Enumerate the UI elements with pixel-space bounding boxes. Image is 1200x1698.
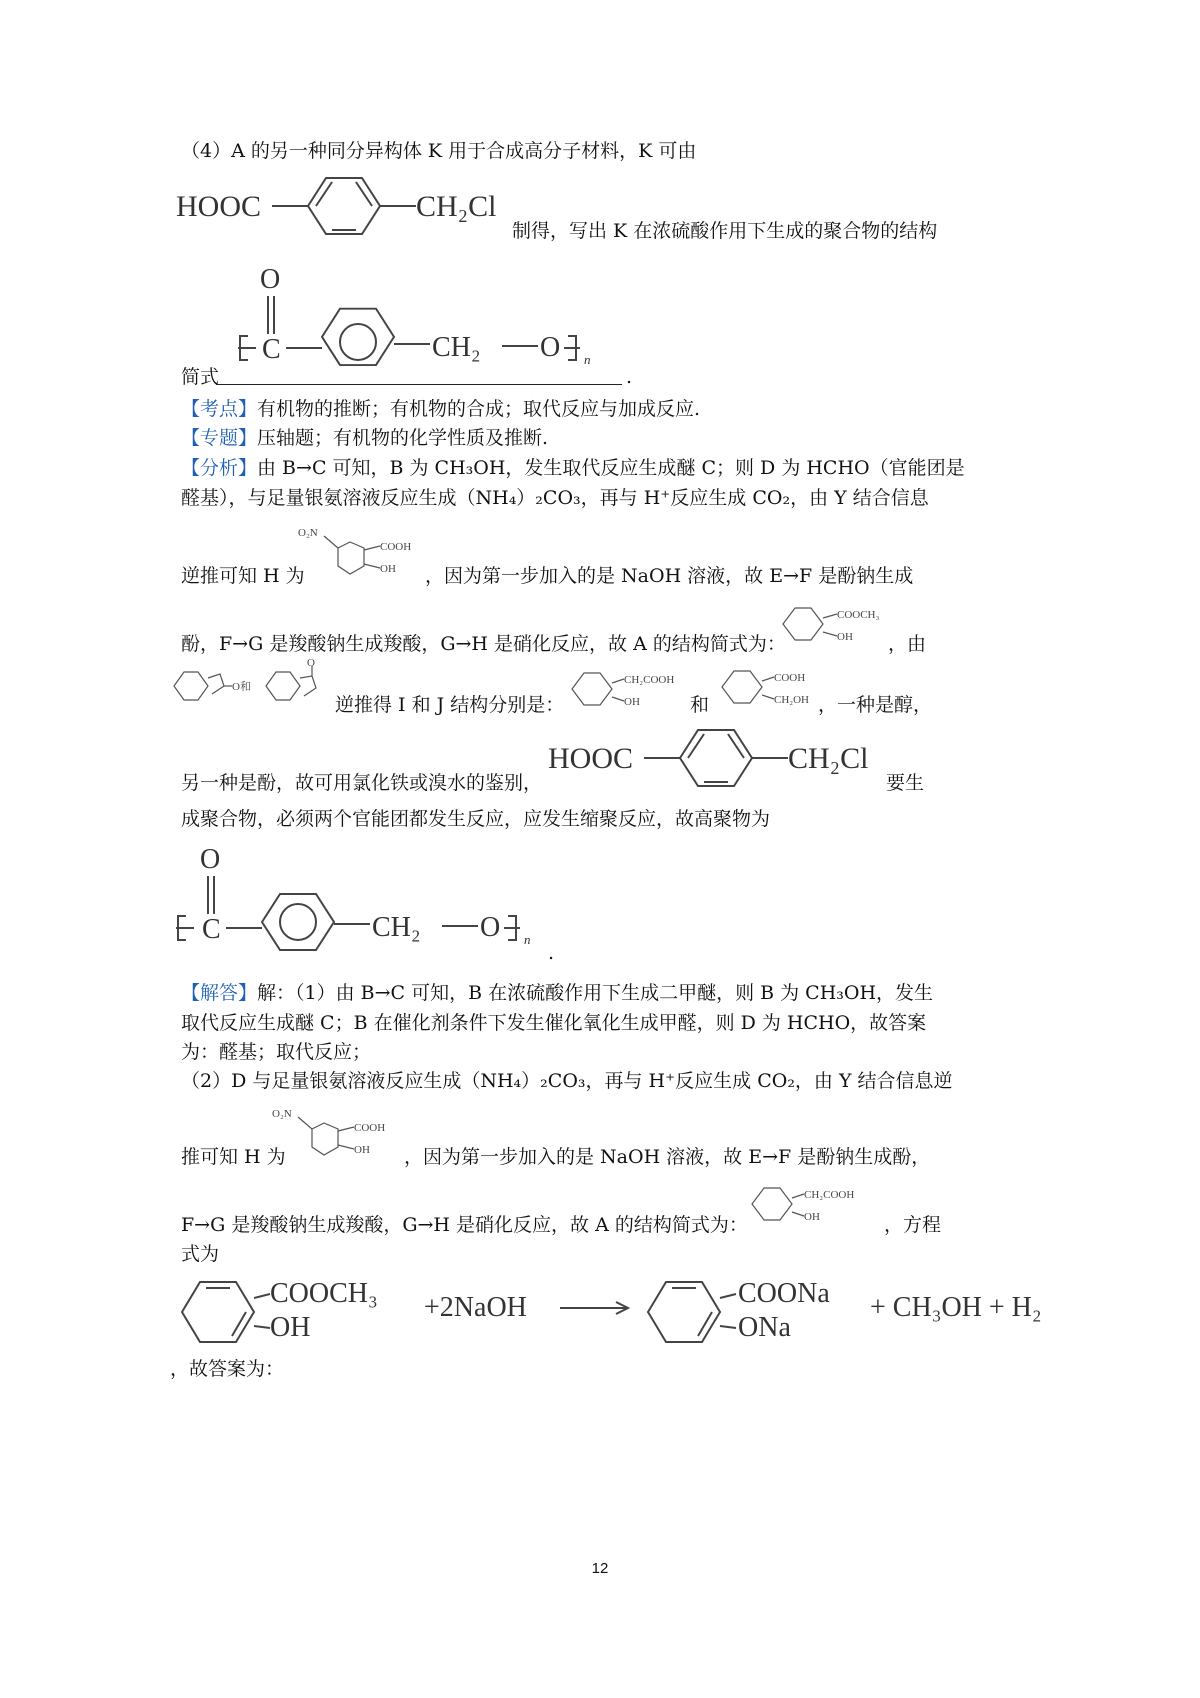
- i-structure-hydroxyphenylacetic: [566, 665, 696, 715]
- jieda-line6b: ，方程: [884, 1214, 942, 1236]
- fenxi-line5a: 逆推得 I 和 J 结构分别是：: [335, 694, 565, 716]
- hooc-label: HOOC: [176, 190, 262, 223]
- answer-blank: [216, 384, 622, 385]
- o-and-label: O和: [232, 681, 251, 693]
- cooch3-small-label: COOCH₃: [837, 609, 880, 621]
- reaction-equation: [176, 1272, 1106, 1352]
- eq-products: + CH₃OH + H₂: [870, 1292, 1042, 1323]
- carbonyl-o-label: O: [260, 264, 281, 295]
- q4-line1: （4）A 的另一种同分异构体 K 用于合成高分子材料，K 可由: [181, 140, 697, 162]
- no2-label: O₂N: [298, 527, 318, 539]
- hooc-benzyl-chloride-structure-1: [176, 172, 516, 242]
- oh-label-a: OH: [837, 631, 853, 643]
- ch2cooh-label: CH₂COOH: [624, 674, 675, 686]
- n-subscript-2: n: [524, 932, 531, 947]
- o-label-2: O: [480, 912, 501, 943]
- fenxi-tag: 【分析】: [181, 457, 258, 479]
- a-structure-answer: [746, 1180, 876, 1232]
- fenxi-line4b: ，由: [888, 633, 927, 655]
- no2-label-2: O₂N: [272, 1108, 292, 1120]
- hooc-benzyl-chloride-structure-2: [548, 726, 888, 796]
- polymer-structure-analysis: [172, 842, 572, 952]
- jieda-line8: ，故答案为：: [170, 1358, 285, 1380]
- ch2-label: CH₂: [432, 332, 481, 363]
- fenxi-line3a: 逆推可知 H 为: [181, 565, 305, 587]
- cooh-label: COOH: [380, 541, 412, 553]
- oh-label: OH: [380, 563, 396, 575]
- jieda-line1: [181, 980, 933, 1006]
- zhuanti-line: [181, 425, 548, 451]
- fenxi-line1: [181, 455, 965, 481]
- oh-label-2: OH: [354, 1144, 370, 1156]
- page-number: 12: [591, 1560, 609, 1577]
- fenxi-text-1: 由 B→C 可知，B 为 CH₃OH，发生取代反应生成醚 C；则 D 为 HCHO（官能团是: [257, 457, 965, 479]
- fenxi-line2: 醛基），与足量银氨溶液反应生成（NH₄）₂CO₃，再与 H⁺反应生成 CO₂，由 Y 结合信息: [181, 487, 929, 509]
- q4-line3-head: 简式: [181, 366, 220, 388]
- oh-label-3: OH: [804, 1211, 820, 1223]
- jieda-tag: 【解答】: [181, 982, 258, 1004]
- eq-oh-label: OH: [270, 1312, 311, 1343]
- fenxi-line5c: ，一种是醇，: [818, 694, 933, 716]
- h-nitro-salicylic-structure-2: [272, 1103, 402, 1169]
- kaodian-text: 有机物的推断；有机物的合成；取代反应与加成反应.: [257, 398, 701, 420]
- ch2cl-label: CH₂Cl: [416, 190, 497, 223]
- eq-plus-naoh: +2NaOH: [424, 1292, 527, 1323]
- kaodian-line: [181, 396, 700, 422]
- cooh-label-2: COOH: [354, 1122, 386, 1134]
- n-subscript: n: [584, 352, 591, 367]
- q4-line2-tail: 制得，写出 K 在浓硫酸作用下生成的聚合物的结构: [512, 220, 938, 242]
- a-methyl-salicylate-structure: [777, 600, 887, 652]
- o-label-phthalide: O: [307, 657, 315, 669]
- zhuanti-tag: 【专题】: [181, 427, 258, 449]
- jieda-line6a: F→G 是羧酸钠生成羧酸，G→H 是硝化反应，故 A 的结构简式为：: [181, 1214, 748, 1236]
- polymer-structure-answer: [234, 262, 634, 372]
- ch2cl-label-2: CH₂Cl: [788, 742, 869, 775]
- jieda-line5b: ，因为第一步加入的是 NaOH 溶液，故 E→F 是酚钠生成酚，: [404, 1146, 931, 1168]
- eq-ona-label: ONa: [738, 1312, 791, 1343]
- benzofuranone-phthalide-structures: [170, 657, 330, 710]
- ch2-label-2: CH₂: [372, 912, 421, 943]
- jieda-line4: （2）D 与足量银氨溶液反应生成（NH₄）₂CO₃，再与 H⁺反应生成 CO₂，由 Y 结合信息逆: [181, 1070, 953, 1092]
- j-structure-hydroxymethylbenzoic: [716, 663, 826, 713]
- fenxi-line6b: 要生: [886, 772, 925, 794]
- zhuanti-text: 压轴题；有机物的化学性质及推断.: [257, 427, 549, 449]
- q4-line3-tail: .: [626, 366, 633, 388]
- carbonyl-o-label-2: O: [200, 844, 221, 875]
- fenxi-line5b: 和: [690, 694, 710, 716]
- carbon-label-2: C: [202, 914, 221, 945]
- fenxi-line8: .: [548, 942, 555, 964]
- hooc-label-2: HOOC: [548, 742, 634, 775]
- ch2cooh-label-2: CH₂COOH: [804, 1189, 855, 1201]
- jieda-text-1: 解：（1）由 B→C 可知，B 在浓硫酸作用下生成二甲醚，则 B 为 CH₃OH，发生: [257, 982, 934, 1004]
- fenxi-line6a: 另一种是酚，故可用氯化铁或溴水的鉴别，: [181, 772, 543, 794]
- carbon-label: C: [262, 334, 281, 365]
- jieda-line2: 取代反应生成醚 C；B 在催化剂条件下发生催化氧化生成甲醛，则 D 为 HCHO，故答案: [181, 1012, 927, 1034]
- fenxi-line3b: ，因为第一步加入的是 NaOH 溶液，故 E→F 是酚钠生成: [425, 565, 914, 587]
- o-label: O: [540, 332, 561, 363]
- jieda-line5a: 推可知 H 为: [181, 1146, 286, 1168]
- cooh-label-j: COOH: [774, 672, 806, 684]
- ch2oh-label: CH₂OH: [774, 694, 810, 706]
- h-nitro-salicylic-structure-1: [298, 522, 428, 588]
- eq-coona-label: COONa: [738, 1278, 830, 1309]
- fenxi-line4a: 酚，F→G 是羧酸钠生成羧酸，G→H 是硝化反应，故 A 的结构简式为：: [181, 633, 786, 655]
- fenxi-line7: 成聚合物，必须两个官能团都发生反应，应发生缩聚反应，故高聚物为: [181, 808, 771, 830]
- oh-label-i: OH: [624, 696, 640, 708]
- kaodian-tag: 【考点】: [181, 398, 258, 420]
- jieda-line7: 式为: [181, 1243, 220, 1265]
- eq-cooch3-label: COOCH₃: [270, 1278, 378, 1309]
- jieda-line3: 为：醛基；取代反应；: [181, 1041, 372, 1063]
